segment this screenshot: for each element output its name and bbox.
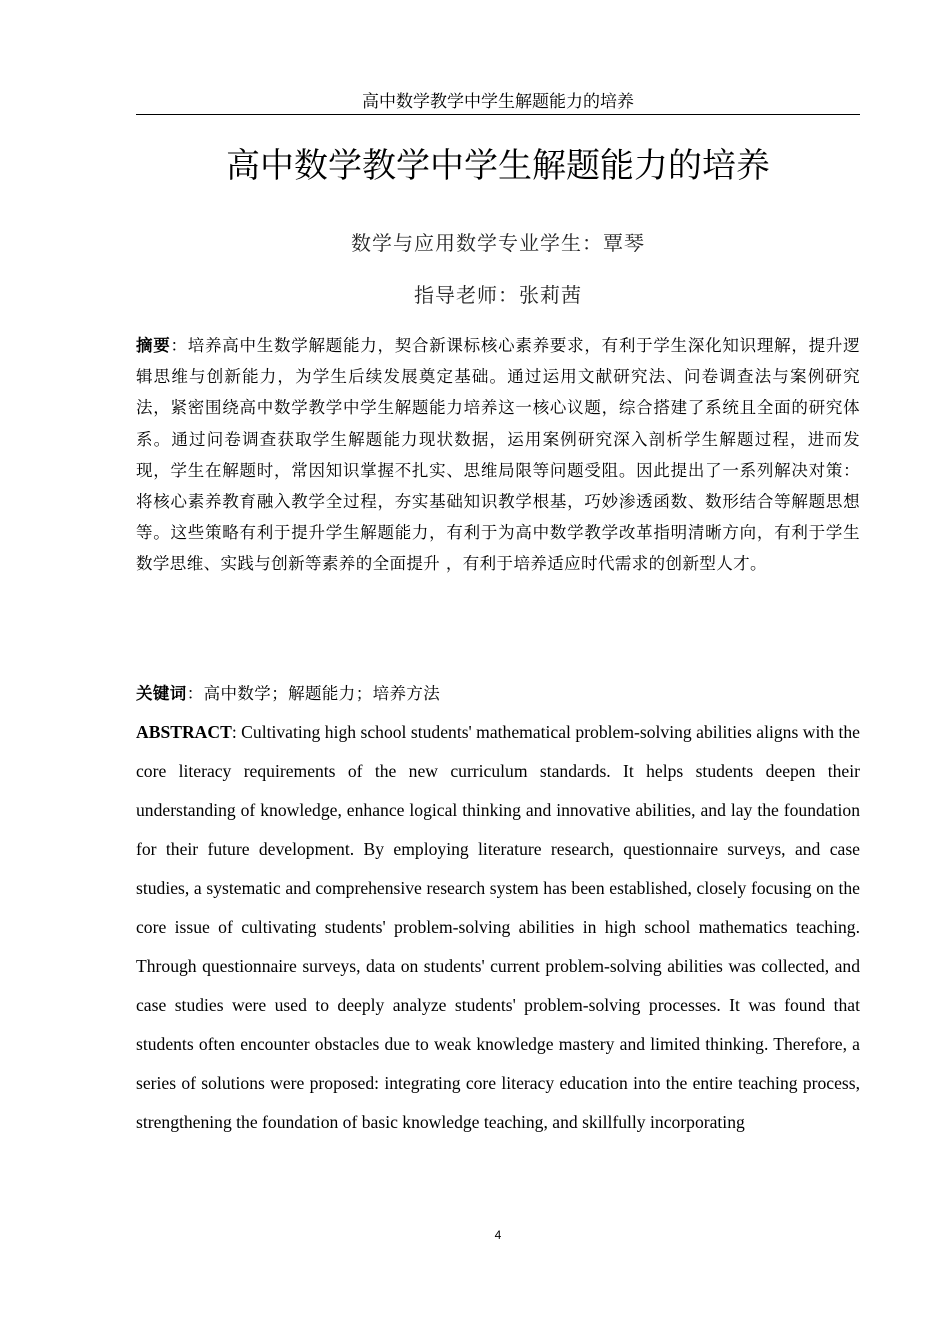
chinese-keywords-label: 关键词 <box>136 684 187 703</box>
page-number: 4 <box>494 1228 502 1242</box>
chinese-abstract-text: 培养高中生数学解题能力，契合新课标核心素养要求，有利于学生深化知识理解，提升逻辑思维与创新能力，为学生后续发展奠定基础。通过运用文献研究法、问卷调查法与案例研究法，紧密围绕高中数学教学中学生解题能力培养这一核心议题，综合搭建了系统且全面的研究体系。通过问卷调查获取学生解题能力现状数据，运用案例研究深入剖析学生解题过程，进而发现，学生在解题时，常因知识掌握不扎实、思维局限等问题受阻。因此提出了一系列解决对策：将核心素养教育融入教学全过程，夯实基础知识教学根基，巧妙渗透函数、数形结合等解题思想等。这些策略有利于提升学生解题能力，有利于为高中数学教学改革指明清晰方向，有利于学生数学思维、实践与创新等素养的全面提升 ，有利于培养适应时代需求的创新型人才。 <box>136 336 860 574</box>
chinese-abstract-label: 摘要 <box>136 336 171 355</box>
author-line: 数学与应用数学专业学生：覃琴 <box>351 231 645 255</box>
chinese-abstract-separator: ： <box>170 336 188 355</box>
advisor-line: 指导老师：张莉茜 <box>414 283 582 307</box>
english-abstract-label: ABSTRACT <box>136 722 232 742</box>
header-rule <box>136 114 860 115</box>
running-header: 高中数学教学中学生解题能力的培养 <box>362 92 634 112</box>
english-abstract <box>136 713 860 1142</box>
chinese-keywords-separator: ： <box>186 684 204 703</box>
paper-title: 高中数学教学中学生解题能力的培养 <box>226 146 770 186</box>
english-abstract-separator: : <box>231 722 242 742</box>
english-abstract-text: Cultivating high school students' mathematical problem-solving abilities aligns with the core literacy requirements of the new curriculum standards. It helps students deepen their understanding of knowledge, enhance logical thinking and innovative abilities, and lay the foundation for their future development. By employing literature research, questionnaire surveys, and case studies, a systematic and comprehensive research system has been established, closely focusing on the core issue of cultivating students' problem-solving abilities in high school mathematics teaching. Through questionnaire surveys, data on students' current problem-solving abilities was collected, and case studies were used to deeply analyze students' problem-solving processes. It was found that students often encounter obstacles due to weak knowledge mastery and limited thinking. Therefore, a series of solutions were proposed: integrating core literacy education into the entire teaching process, strengthening the foundation of basic knowledge teaching, and skillfully incorporating <box>136 722 860 1132</box>
chinese-abstract <box>136 330 860 580</box>
chinese-keywords-text: 高中数学；解题能力；培养方法 <box>203 684 441 703</box>
chinese-keywords <box>136 679 860 709</box>
